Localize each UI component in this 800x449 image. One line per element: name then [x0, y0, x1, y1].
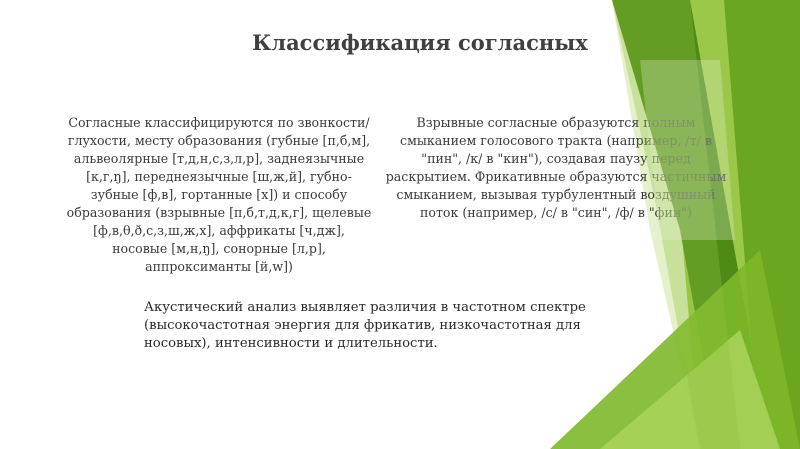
- plosive-fricative-text: Взрывные согласные образуются полным смыканием голосового тракта (например, /т/ в "пин", /к/ в "кин"), создавая паузу перед раскрытием. Фрикативные образуются частичным смыканием, вызывая турбулентный воздушный поток (например, /с/ в "син", /ф/ в "фин"): [385, 115, 727, 220]
- slide-title: Классификация согласных: [252, 30, 588, 55]
- consonant-classification-text: Согласные классифицируются по звонкости/глухости, месту образования (губные [п,б,м], альвеолярные [т,д,н,с,з,л,р], заднеязычные [к,г,ŋ], переднеязычные [ш,ж,й], губно-зубные [ф,в], гортанные [х]) и способу образования (взрывные [п,б,т,д,к,г], щелевые [ф,в,θ,ð,с,з,ш,ж,х], аффрикаты [ч,дж], носовые [м,н,ŋ], сонорные [л,р], аппроксиманты [й,w]): [66, 115, 372, 274]
- acoustic-analysis-text: Акустический анализ выявляет различия в частотном спектре (высокочастотная энергия для фрикатив, низкочастотная для носовых), интенсивности и длительности.: [144, 300, 586, 351]
